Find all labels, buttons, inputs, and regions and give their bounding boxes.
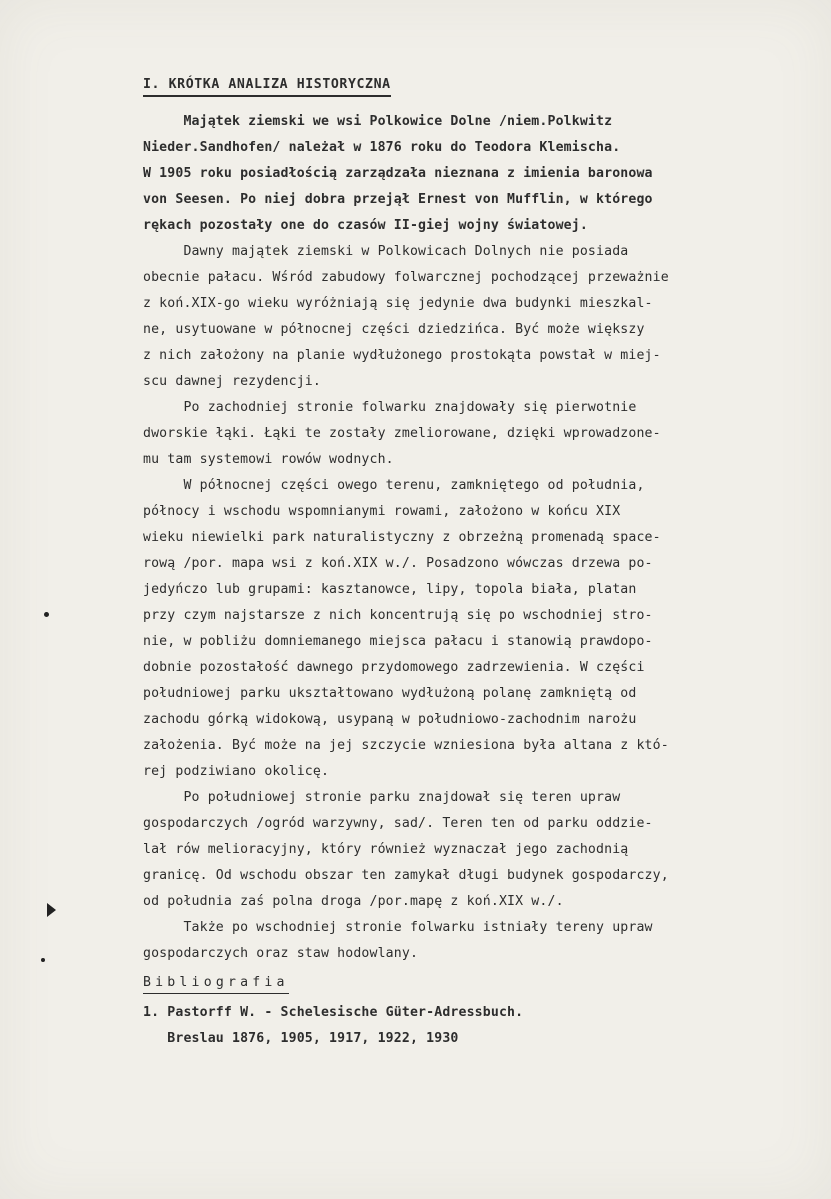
text-line: W 1905 roku posiadłością zarządzała nieznana z imienia baronowa <box>143 166 653 181</box>
text-line: mu tam systemowi rowów wodnych. <box>143 452 394 467</box>
text-line: gospodarczych oraz staw hodowlany. <box>143 946 419 961</box>
text-line: rej podziwiano okolicę. <box>143 764 330 779</box>
text-line: z koń.XIX-go wieku wyróżniają się jedynie dwa budynki mieszkal- <box>143 296 653 311</box>
text-line: jedyńczo lub grupami: kasztanowce, lipy, topola biała, platan <box>143 582 637 597</box>
text-line: rękach pozostały one do czasów II-giej wojny światowej. <box>143 218 588 233</box>
text-line: Po południowej stronie parku znajdował się teren upraw <box>143 790 621 805</box>
text-line: przy czym najstarsze z nich koncentrują się po wschodniej stro- <box>143 608 653 623</box>
paragraph-2 <box>143 239 808 395</box>
text-line: rową /por. mapa wsi z koń.XIX w./. Posadzono wówczas drzewa po- <box>143 556 653 571</box>
text-line: lał rów melioracyjny, który również wyznaczał jego zachodnią <box>143 842 629 857</box>
text-line: gospodarczych /ogród warzywny, sad/. Teren ten od parku oddzie- <box>143 816 653 831</box>
text-line: von Seesen. Po niej dobra przejął Ernest von Mufflin, w którego <box>143 192 653 207</box>
text-line: 1. Pastorff W. - Schelesische Güter-Adressbuch. <box>143 1005 524 1020</box>
section-heading: I. KRÓTKA ANALIZA HISTORYCZNA <box>143 75 391 97</box>
text-line: z nich założony na planie wydłużonego prostokąta powstał w miej- <box>143 348 661 363</box>
margin-dot-mark <box>44 612 49 617</box>
text-line: wieku niewielki park naturalistyczny z obrzeżną promenadą space- <box>143 530 661 545</box>
margin-arrow-mark <box>47 903 56 917</box>
paragraph-1 <box>143 109 808 239</box>
typewritten-document <box>143 72 808 1052</box>
text-line: Nieder.Sandhofen/ należał w 1876 roku do Teodora Klemischa. <box>143 140 621 155</box>
text-line: zachodu górką widokową, usypaną w południowo-zachodnim narożu <box>143 712 637 727</box>
text-line: Dawny majątek ziemski w Polkowicach Dolnych nie posiada <box>143 244 629 259</box>
text-line: dobnie pozostałość dawnego przydomowego zadrzewienia. W części <box>143 660 645 675</box>
text-line: Po zachodniej stronie folwarku znajdowały się pierwotnie <box>143 400 637 415</box>
paragraph-6 <box>143 915 808 967</box>
bibliography-heading: Bibliografia <box>143 973 289 994</box>
text-line: Także po wschodniej stronie folwarku istniały tereny upraw <box>143 920 653 935</box>
text-line: południowej parku ukształtowano wydłużoną polanę zamkniętą od <box>143 686 637 701</box>
text-line: dworskie łąki. Łąki te zostały zmeliorowane, dzięki wprowadzone- <box>143 426 661 441</box>
margin-dot-mark-lower <box>41 958 45 962</box>
text-line: W północnej części owego terenu, zamkniętego od południa, <box>143 478 645 493</box>
text-line: Majątek ziemski we wsi Polkowice Dolne /niem.Polkwitz <box>143 114 613 129</box>
text-line: północy i wschodu wspomnianymi rowami, założono w końcu XIX <box>143 504 621 519</box>
paragraph-5 <box>143 785 808 915</box>
bibliography-entry <box>143 1000 808 1052</box>
text-line: założenia. Być może na jej szczycie wzniesiona była altana z któ- <box>143 738 669 753</box>
paragraph-4 <box>143 473 808 785</box>
text-line: obecnie pałacu. Wśród zabudowy folwarcznej pochodzącej przeważnie <box>143 270 669 285</box>
text-line: scu dawnej rezydencji. <box>143 374 321 389</box>
text-line: Breslau 1876, 1905, 1917, 1922, 1930 <box>143 1031 459 1046</box>
paragraph-3 <box>143 395 808 473</box>
text-line: nie, w pobliżu domniemanego miejsca pałacu i stanowią prawdopo- <box>143 634 653 649</box>
text-line: od południa zaś polna droga /por.mapę z koń.XIX w./. <box>143 894 564 909</box>
text-line: ne, usytuowane w północnej części dziedzińca. Być może większy <box>143 322 645 337</box>
text-line: granicę. Od wschodu obszar ten zamykał długi budynek gospodarczy, <box>143 868 669 883</box>
